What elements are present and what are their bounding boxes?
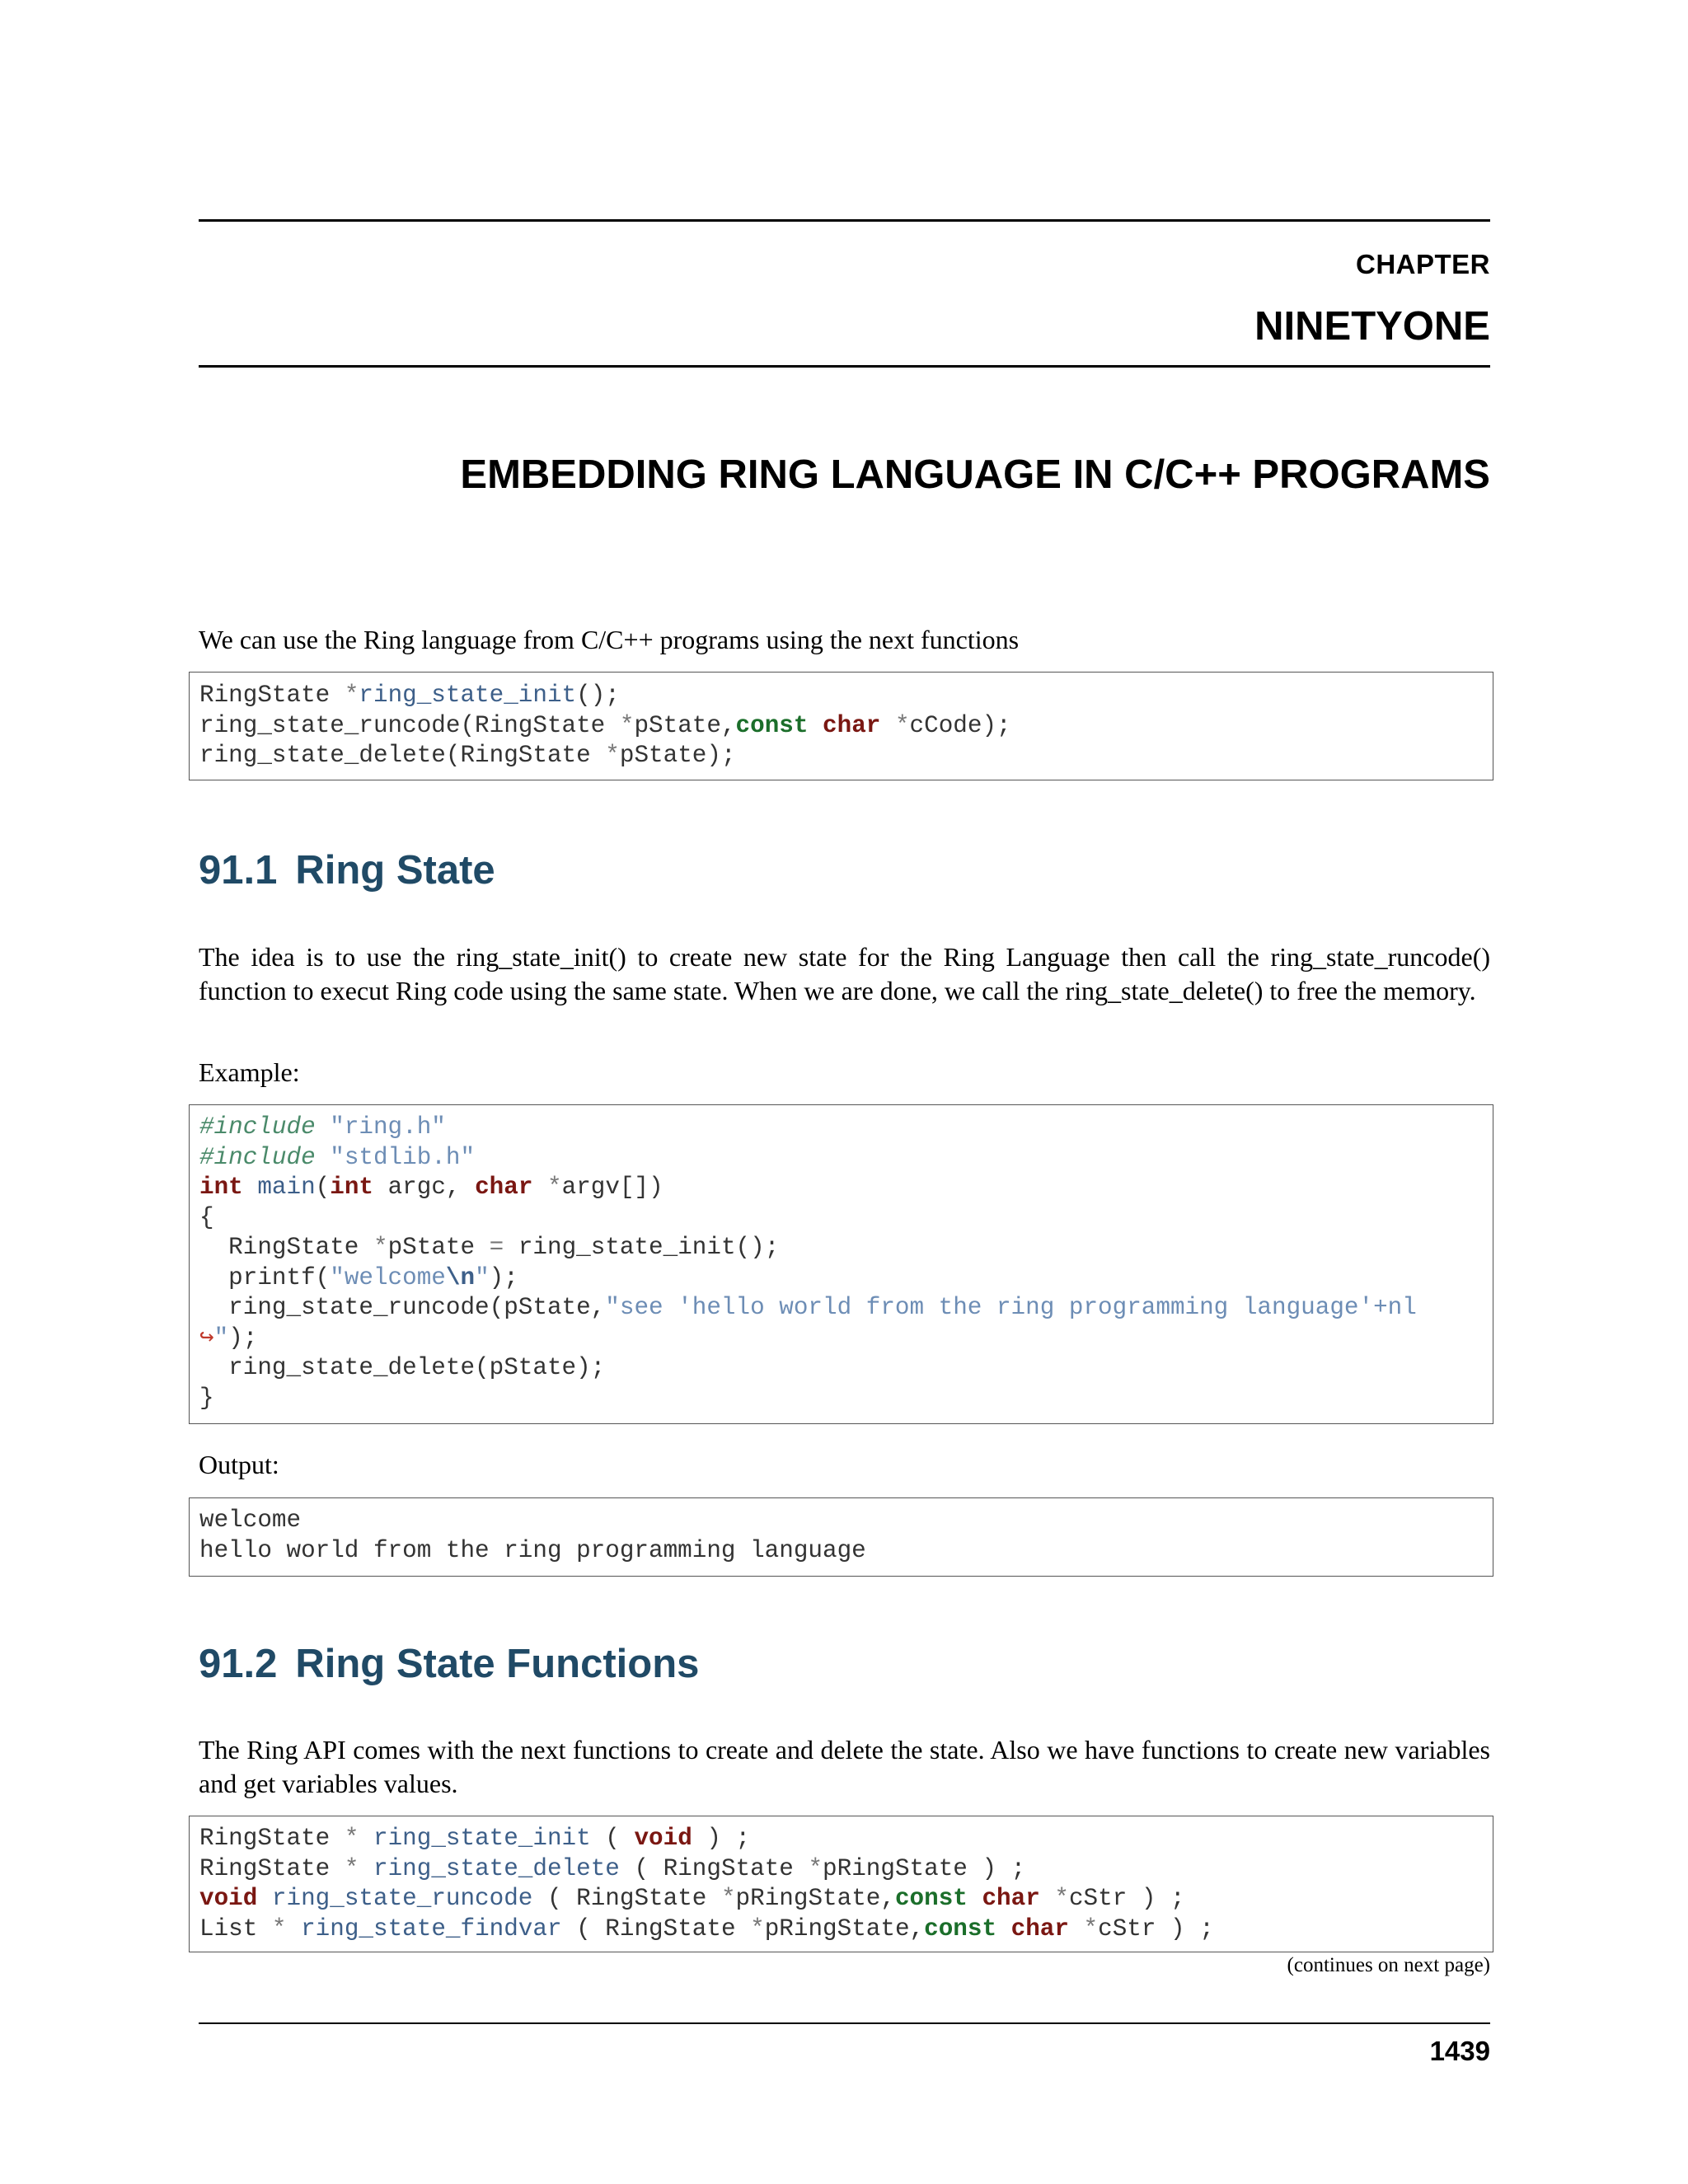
code-block-example <box>189 1104 1493 1424</box>
chapter-label: CHAPTER <box>1355 249 1490 279</box>
code-line: RingState *ring_state_init(); <box>199 682 620 709</box>
section-title: Ring State <box>295 848 495 893</box>
code-line: int main(int argc, char *argv[]) <box>199 1174 663 1201</box>
line-continuation-icon: ↪ <box>199 1324 214 1352</box>
code-line: RingState * ring_state_delete ( RingState *pRingState ) ; <box>199 1854 1026 1882</box>
code-line: } <box>199 1384 214 1412</box>
output-label: Output: <box>199 1450 279 1479</box>
chapter-bottom-rule <box>199 365 1490 368</box>
page-number: 1439 <box>1429 2036 1490 2066</box>
code-line: ring_state_runcode(RingState *pState,const char *cCode); <box>199 711 1011 739</box>
footer-rule <box>199 2022 1490 2024</box>
section-heading-ring-state-functions <box>199 1641 699 1687</box>
intro-paragraph: We can use the Ring language from C/C++ programs using the next functions <box>199 625 1020 654</box>
code-line: #include "ring.h" <box>199 1113 446 1141</box>
code-line: ring_state_delete(RingState *pState); <box>199 742 736 769</box>
code-line: printf("welcome\n"); <box>199 1263 518 1291</box>
section-number: 91.1 <box>199 848 278 893</box>
code-line: ↪"); <box>199 1324 258 1352</box>
code-line: welcome <box>199 1507 302 1534</box>
code-line: void ring_state_runcode ( RingState *pRingState,const char *cStr ) ; <box>199 1885 1185 1912</box>
continues-note: (continues on next page) <box>1287 1954 1490 1976</box>
chapter-number: NINETYONE <box>1254 304 1490 349</box>
section-paragraph: The Ring API comes with the next functions to create and delete the state. Also we have functions to create new variables and get variables values. <box>199 1735 1490 1798</box>
code-block-output <box>189 1497 1493 1577</box>
code-line: List * ring_state_findvar ( RingState *pRingState,const char *cStr ) ; <box>199 1915 1214 1943</box>
code-line: #include "stdlib.h" <box>199 1143 476 1171</box>
chapter-top-rule <box>199 219 1490 222</box>
code-line: RingState * ring_state_init ( void ) ; <box>199 1825 751 1852</box>
chapter-title: EMBEDDING RING LANGUAGE IN C/C++ PROGRAMS <box>460 452 1490 497</box>
code-line: ring_state_runcode(pState,"see 'hello world from the ring programming language'+nl <box>199 1294 1417 1321</box>
section-heading-ring-state <box>199 847 495 893</box>
code-line: { <box>199 1203 214 1231</box>
code-line: RingState *pState = ring_state_init(); <box>199 1234 780 1261</box>
example-label: Example: <box>199 1057 300 1087</box>
code-line: hello world from the ring programming language <box>199 1536 866 1564</box>
code-block-state-functions <box>189 1816 1493 1952</box>
section-paragraph: The idea is to use the ring_state_init() to create new state for the Ring Language then call the ring_state_runcode() function to execut Ring code using the same state. When we are done, we call the ring_state_delete() to free the memory. <box>199 942 1490 1005</box>
code-block-api-summary <box>189 672 1493 780</box>
section-number: 91.2 <box>199 1642 278 1686</box>
section-title: Ring State Functions <box>295 1642 700 1686</box>
code-line: ring_state_delete(pState); <box>199 1354 606 1381</box>
